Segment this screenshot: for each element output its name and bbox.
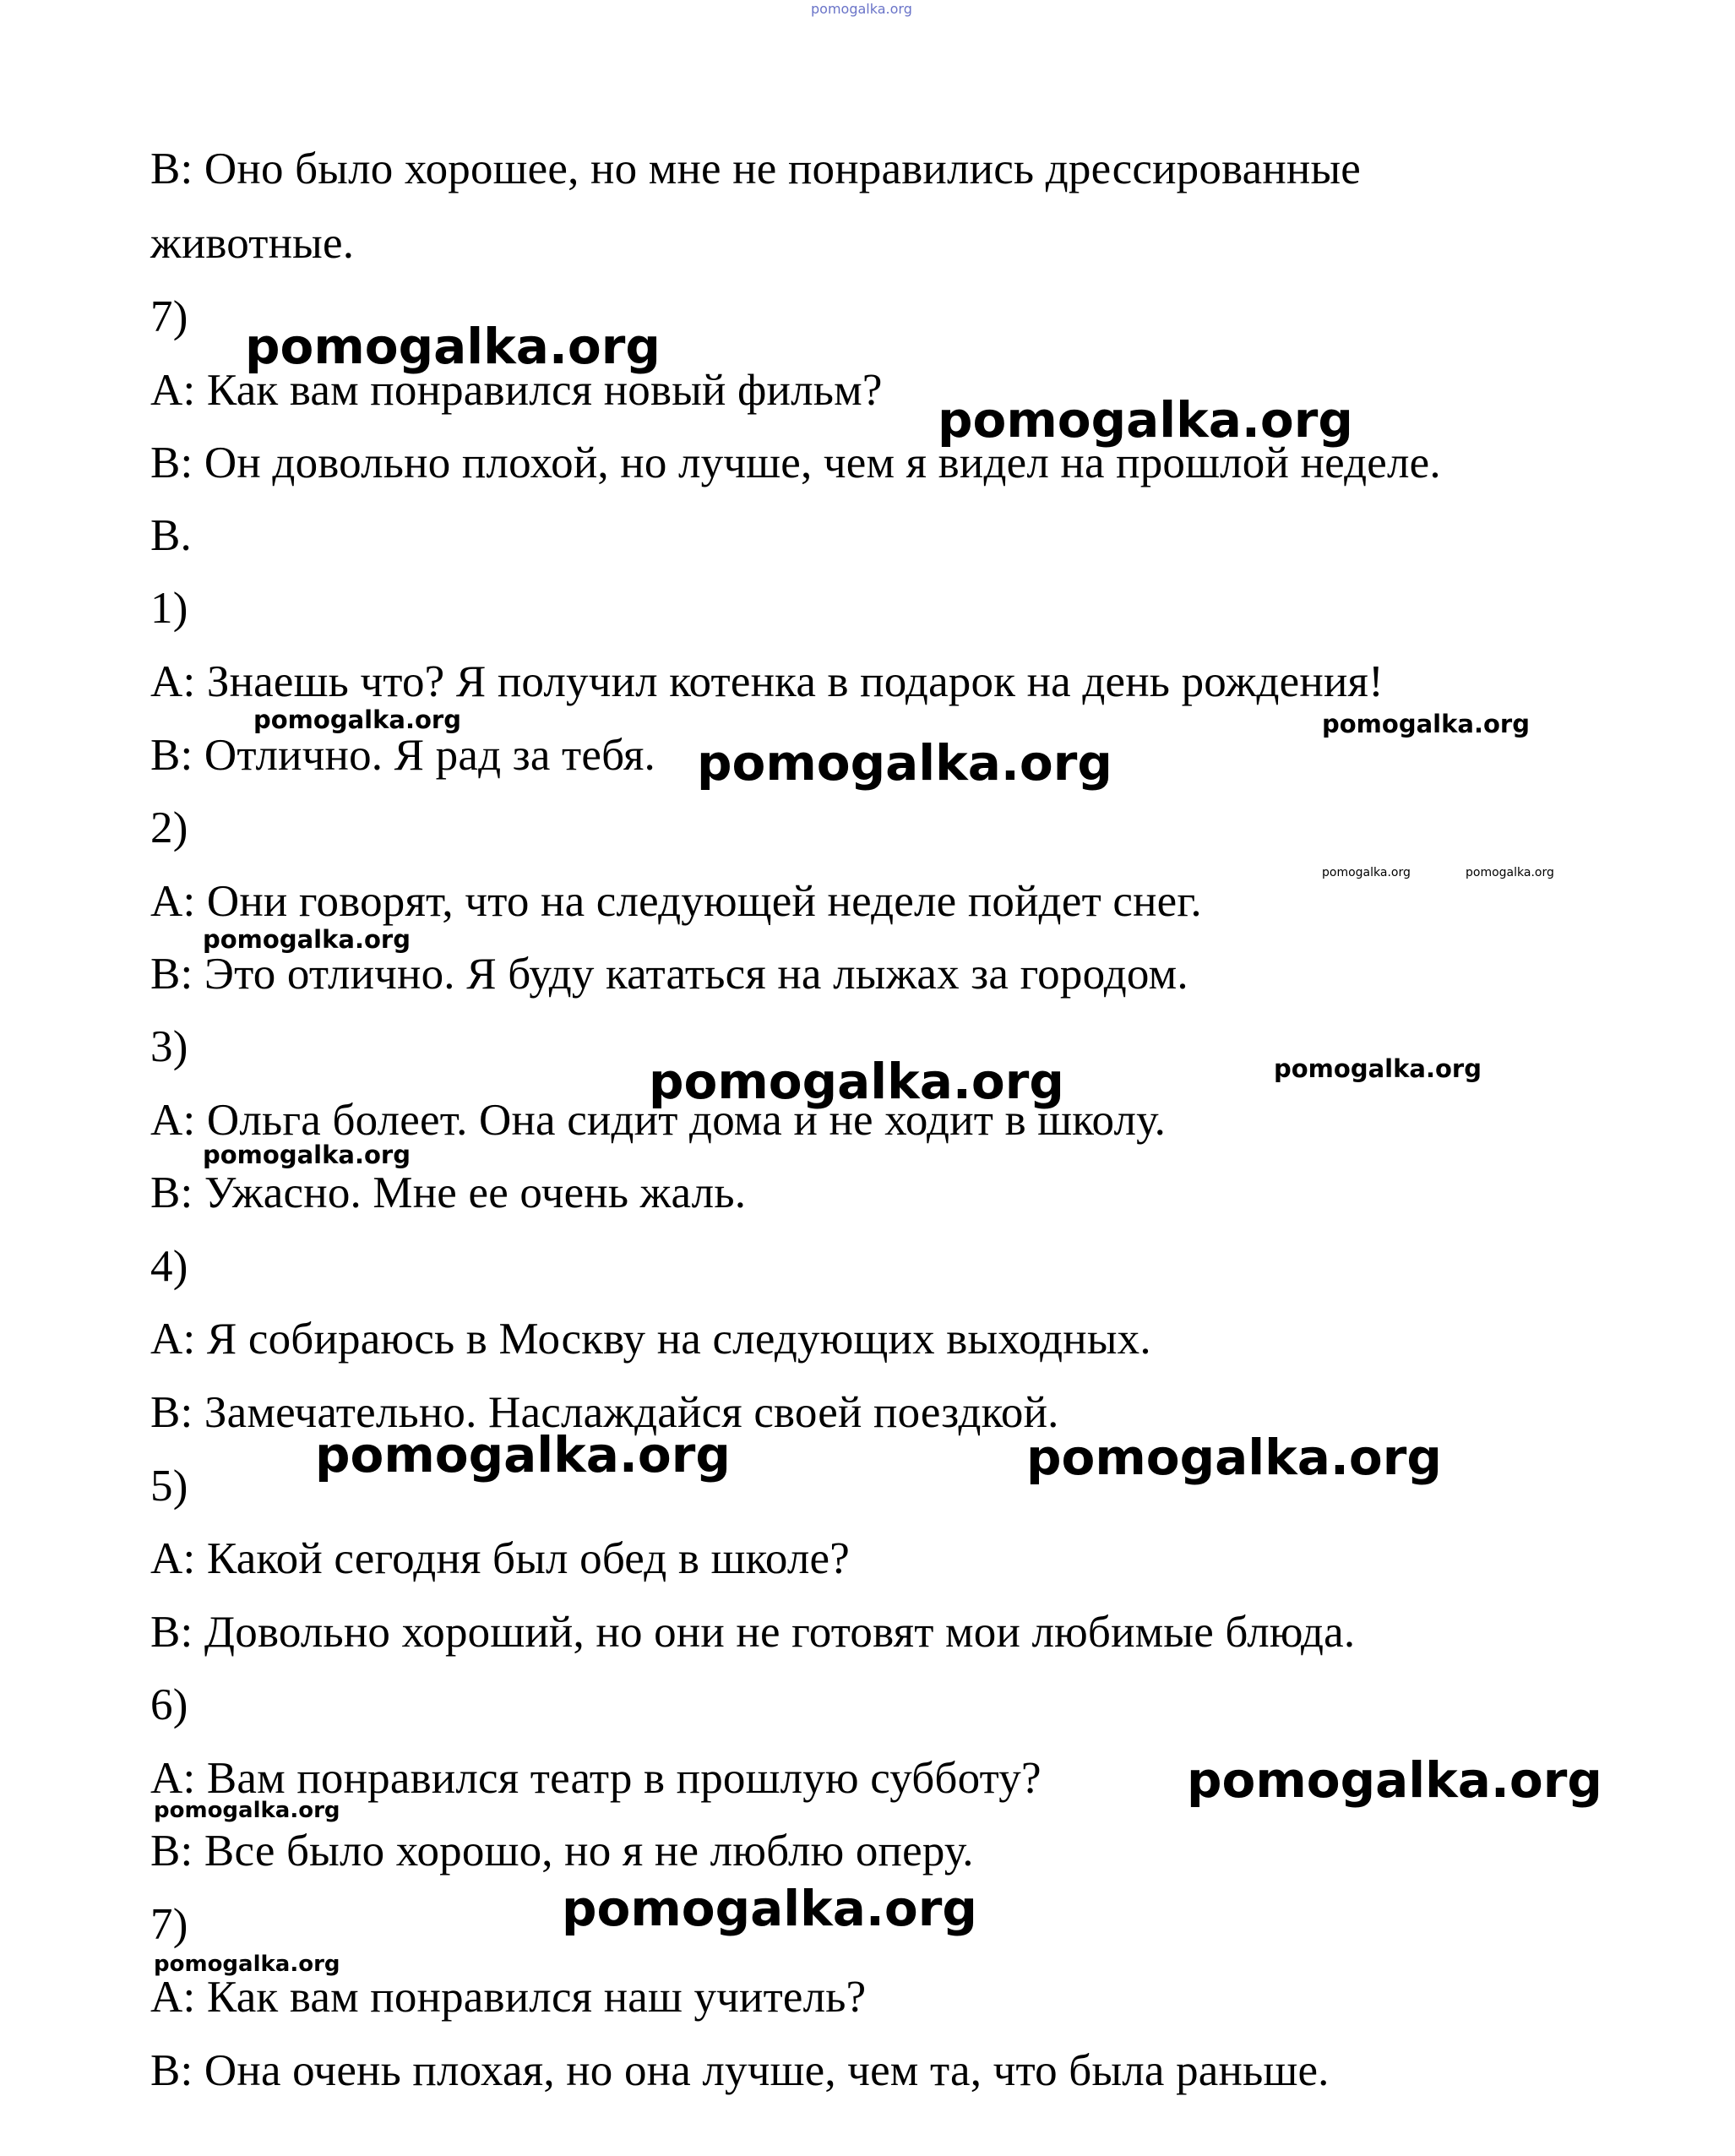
watermark: pomogalka.org — [1466, 866, 1554, 879]
item-number: 4) — [150, 1242, 188, 1291]
text-line: В: Оно было хорошее, но мне не понравились дрессированные — [150, 144, 1361, 193]
watermark: pomogalka.org — [154, 1798, 340, 1823]
watermark: pomogalka.org — [649, 1053, 1064, 1110]
watermark: pomogalka.org — [154, 1952, 340, 1977]
watermark: pomogalka.org — [1026, 1429, 1442, 1486]
item-number: 5) — [150, 1462, 188, 1511]
text-line: А: Я собираюсь в Москву на следующих выходных. — [150, 1315, 1151, 1364]
text-line: А: Как вам понравился новый фильм? — [150, 366, 883, 415]
header-watermark: pomogalka.org — [811, 1, 912, 17]
text-line: В: Она очень плохая, но она лучше, чем та, что была раньше. — [150, 2046, 1330, 2095]
text-line: В: Ужасно. Мне ее очень жаль. — [150, 1168, 747, 1217]
text-line: В: Он довольно плохой, но лучше, чем я видел на прошлой неделе. — [150, 438, 1441, 487]
watermark: pomogalka.org — [1322, 710, 1530, 738]
watermark: pomogalka.org — [938, 391, 1353, 449]
item-number: 3) — [150, 1022, 188, 1071]
text-line: А: Вам понравился театр в прошлую субботу? — [150, 1754, 1042, 1803]
watermark: pomogalka.org — [253, 705, 461, 734]
watermark: pomogalka.org — [315, 1426, 731, 1484]
watermark: pomogalka.org — [1187, 1751, 1602, 1809]
item-number: 1) — [150, 584, 188, 633]
text-line: В: Замечательно. Наслаждайся своей поездкой. — [150, 1388, 1059, 1437]
item-number: 7) — [150, 1900, 188, 1949]
item-number: 2) — [150, 803, 188, 852]
text-line: А: Какой сегодня был обед в школе? — [150, 1534, 850, 1583]
watermark: pomogalka.org — [203, 925, 411, 954]
text-line: А: Как вам понравился наш учитель? — [150, 1973, 867, 2022]
text-line: А: Они говорят, что на следующей неделе пойдет снег. — [150, 877, 1202, 926]
watermark: pomogalka.org — [203, 1141, 411, 1169]
watermark: pomogalka.org — [697, 734, 1112, 792]
watermark: pomogalka.org — [1322, 866, 1411, 879]
text-line: В: Это отлично. Я буду кататься на лыжах за городом. — [150, 950, 1188, 999]
item-number: 7) — [150, 292, 188, 341]
text-line: В: Отлично. Я рад за тебя. — [150, 731, 655, 780]
watermark: pomogalka.org — [562, 1880, 977, 1937]
text-line: В: Все было хорошо, но я не люблю оперу. — [150, 1827, 974, 1876]
watermark: pomogalka.org — [1274, 1054, 1482, 1083]
watermark: pomogalka.org — [245, 318, 661, 375]
text-line: В: Довольно хороший, но они не готовят мои любимые блюда. — [150, 1608, 1356, 1657]
text-line: А: Ольга болеет. Она сидит дома и не ходит в школу. — [150, 1096, 1167, 1145]
text-line: животные. — [150, 219, 355, 268]
section-label: В. — [150, 511, 193, 560]
item-number: 6) — [150, 1680, 188, 1729]
text-line: А: Знаешь что? Я получил котенка в подарок на день рождения! — [150, 657, 1384, 706]
